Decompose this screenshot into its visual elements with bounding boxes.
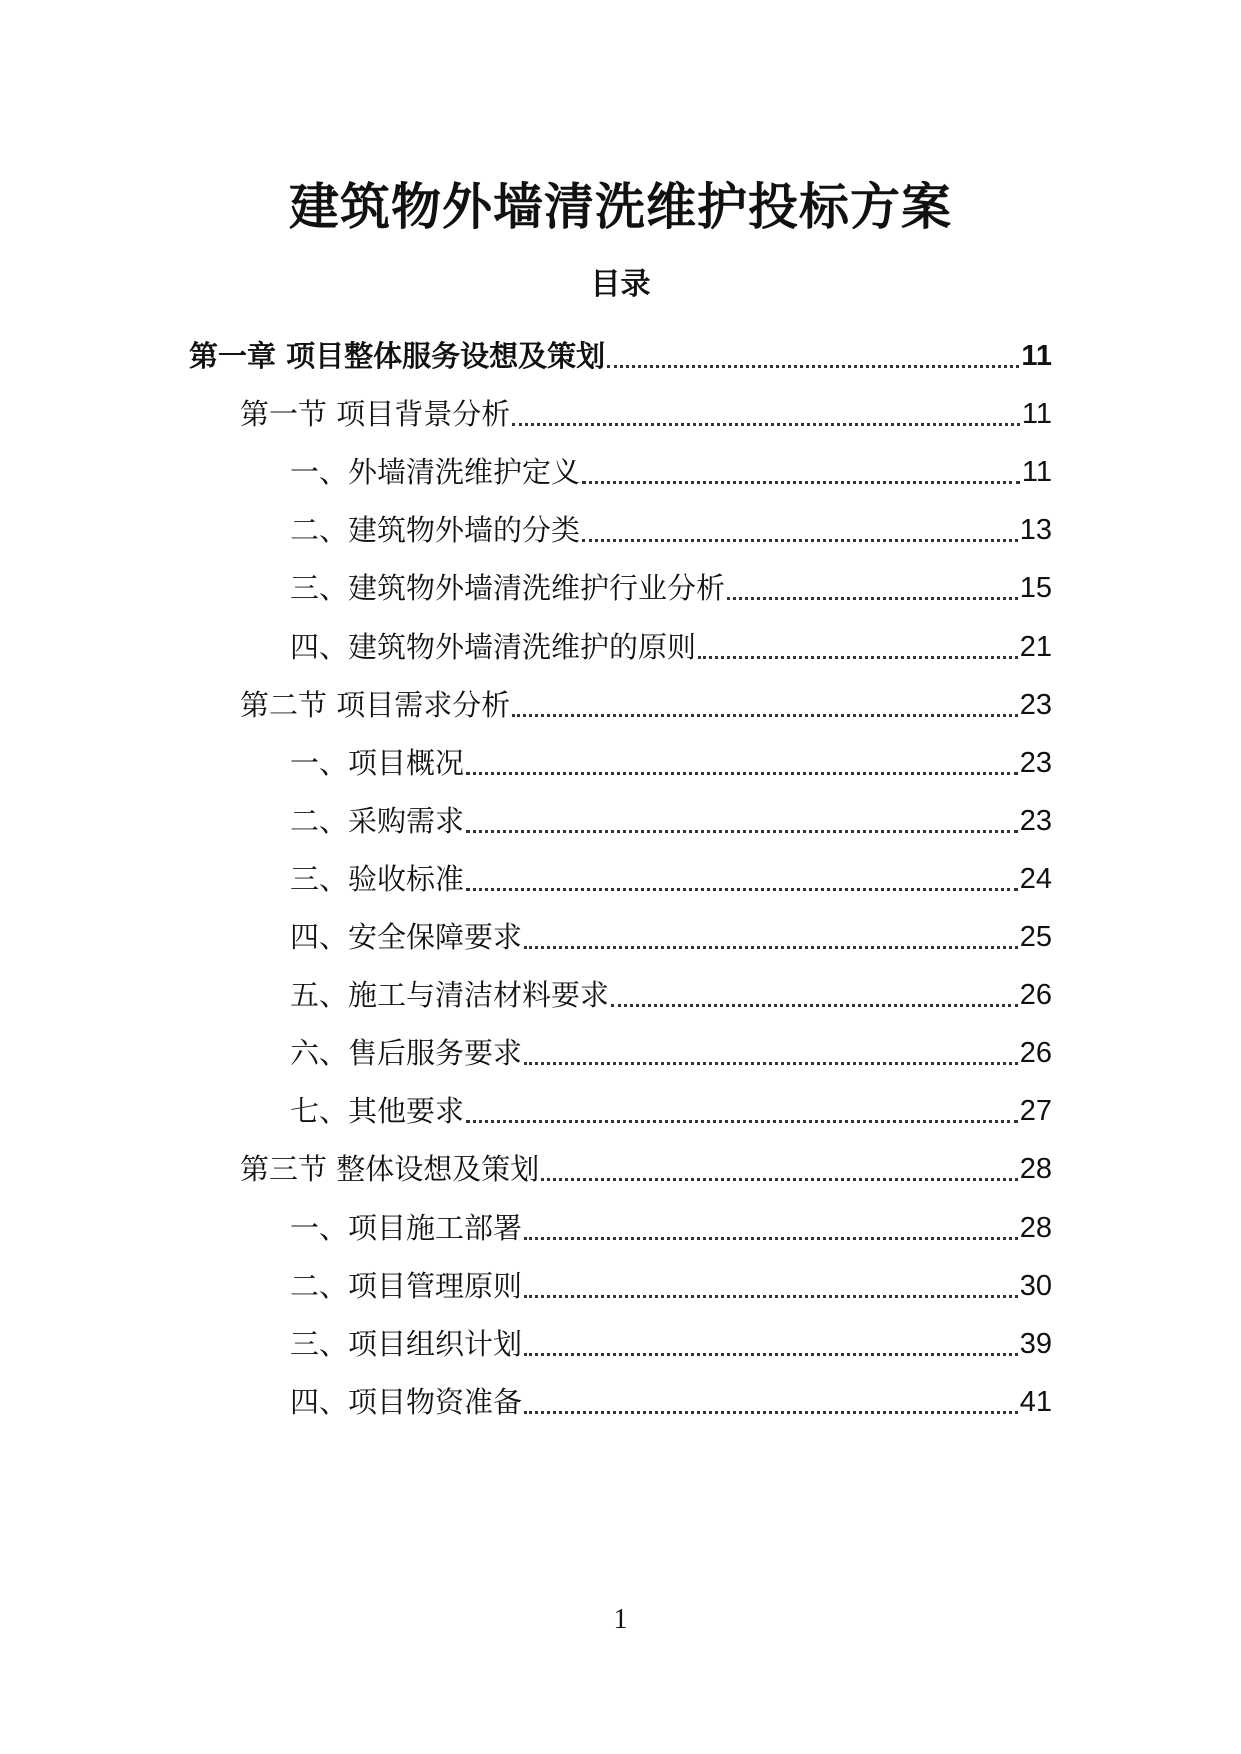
- toc-entry-label: 三、验收标准: [290, 861, 465, 896]
- page-number: 1: [613, 1604, 628, 1635]
- toc-entry-label: 六、售后服务要求: [290, 1036, 523, 1071]
- toc-entry-label: 第一章 项目整体服务设想及策划: [189, 339, 606, 373]
- toc-dot-leader: [524, 1399, 1018, 1414]
- document-title: 建筑物外墙清洗维护投标方案: [289, 178, 952, 236]
- toc-entry-page: 25: [1019, 921, 1052, 953]
- toc-entry-label: 七、其他要求: [290, 1094, 465, 1129]
- toc-entry-page: 13: [1019, 514, 1052, 547]
- toc-entry[interactable]: [240, 386, 1052, 434]
- toc-entry-label: 三、建筑物外墙清洗维护行业分析: [290, 571, 726, 606]
- toc-entry-label: 一、项目概况: [290, 745, 465, 780]
- toc-entry-page: 21: [1019, 630, 1052, 663]
- toc-entry-page: 11: [1021, 340, 1052, 372]
- toc-entry[interactable]: [290, 1025, 1052, 1073]
- toc-entry-page: 11: [1021, 456, 1052, 489]
- toc-entry-label: 二、建筑物外墙的分类: [290, 513, 581, 548]
- toc-entry[interactable]: [189, 328, 1052, 376]
- toc-entry-page: 41: [1019, 1385, 1052, 1418]
- toc-dot-leader: [698, 644, 1018, 659]
- toc-dot-leader: [524, 1341, 1018, 1356]
- toc-heading: 目录: [590, 267, 651, 302]
- toc-entry[interactable]: [240, 1141, 1052, 1189]
- toc-entry[interactable]: [290, 1258, 1052, 1306]
- toc-entry[interactable]: [290, 444, 1052, 492]
- toc-dot-leader: [524, 1050, 1018, 1065]
- toc-entry[interactable]: [290, 1200, 1052, 1248]
- toc-dot-leader: [524, 1283, 1018, 1298]
- toc-entry-label: 三、项目组织计划: [290, 1326, 523, 1361]
- toc-dot-leader: [524, 934, 1018, 949]
- toc-entry-page: 15: [1019, 572, 1052, 605]
- toc-dot-leader: [512, 702, 1018, 717]
- toc-entry[interactable]: [290, 560, 1052, 608]
- toc-entry-page: 26: [1019, 979, 1052, 1012]
- toc-entry-label: 第一节 项目背景分析: [240, 397, 511, 432]
- toc-dot-leader: [541, 1166, 1018, 1181]
- toc-entry[interactable]: [290, 502, 1052, 550]
- toc-entry-label: 五、施工与清洁材料要求: [290, 978, 610, 1013]
- toc-entry-label: 一、项目施工部署: [290, 1210, 523, 1245]
- toc-entry-label: 第二节 项目需求分析: [240, 687, 511, 722]
- toc-entry-page: 11: [1021, 398, 1052, 431]
- toc-dot-leader: [582, 469, 1020, 484]
- toc-entry[interactable]: [290, 851, 1052, 899]
- toc-entry-page: 23: [1019, 688, 1052, 721]
- toc-entry-page: 23: [1019, 746, 1052, 779]
- toc-dot-leader: [466, 818, 1018, 833]
- toc-entry-page: 26: [1019, 1037, 1052, 1070]
- toc-entry-page: 27: [1019, 1095, 1052, 1128]
- toc-entry-label: 第三节 整体设想及策划: [240, 1152, 540, 1187]
- toc-entry[interactable]: [290, 735, 1052, 783]
- toc-entry[interactable]: [290, 619, 1052, 667]
- toc-entry-label: 一、外墙清洗维护定义: [290, 455, 581, 490]
- toc-entry-page: 23: [1019, 804, 1052, 837]
- toc-dot-leader: [466, 876, 1018, 891]
- toc-entry[interactable]: [290, 909, 1052, 957]
- toc-dot-leader: [466, 1108, 1018, 1123]
- toc-entry[interactable]: [290, 793, 1052, 841]
- toc-entry-label: 二、采购需求: [290, 803, 465, 838]
- toc-dot-leader: [582, 527, 1018, 542]
- toc-entry-page: 28: [1019, 1211, 1052, 1244]
- toc-entry[interactable]: [240, 677, 1052, 725]
- toc-dot-leader: [727, 585, 1018, 600]
- toc-entry-page: 39: [1019, 1327, 1052, 1360]
- toc-entry-label: 二、项目管理原则: [290, 1268, 523, 1303]
- toc-entry-page: 24: [1019, 862, 1052, 895]
- toc-entry-label: 四、建筑物外墙清洗维护的原则: [290, 629, 697, 664]
- toc-entry[interactable]: [290, 1374, 1052, 1422]
- toc-dot-leader: [607, 353, 1019, 368]
- toc-entry-label: 四、项目物资准备: [290, 1384, 523, 1419]
- toc-dot-leader: [524, 1225, 1018, 1240]
- toc-entry-label: 四、安全保障要求: [290, 920, 523, 954]
- toc-dot-leader: [466, 760, 1018, 775]
- toc-dot-leader: [611, 992, 1018, 1007]
- toc-entry[interactable]: [290, 1083, 1052, 1131]
- toc-entry-page: 30: [1019, 1269, 1052, 1302]
- toc-entry-page: 28: [1019, 1153, 1052, 1186]
- toc-entry[interactable]: [290, 1316, 1052, 1364]
- toc-entry[interactable]: [290, 967, 1052, 1015]
- toc-dot-leader: [512, 411, 1020, 426]
